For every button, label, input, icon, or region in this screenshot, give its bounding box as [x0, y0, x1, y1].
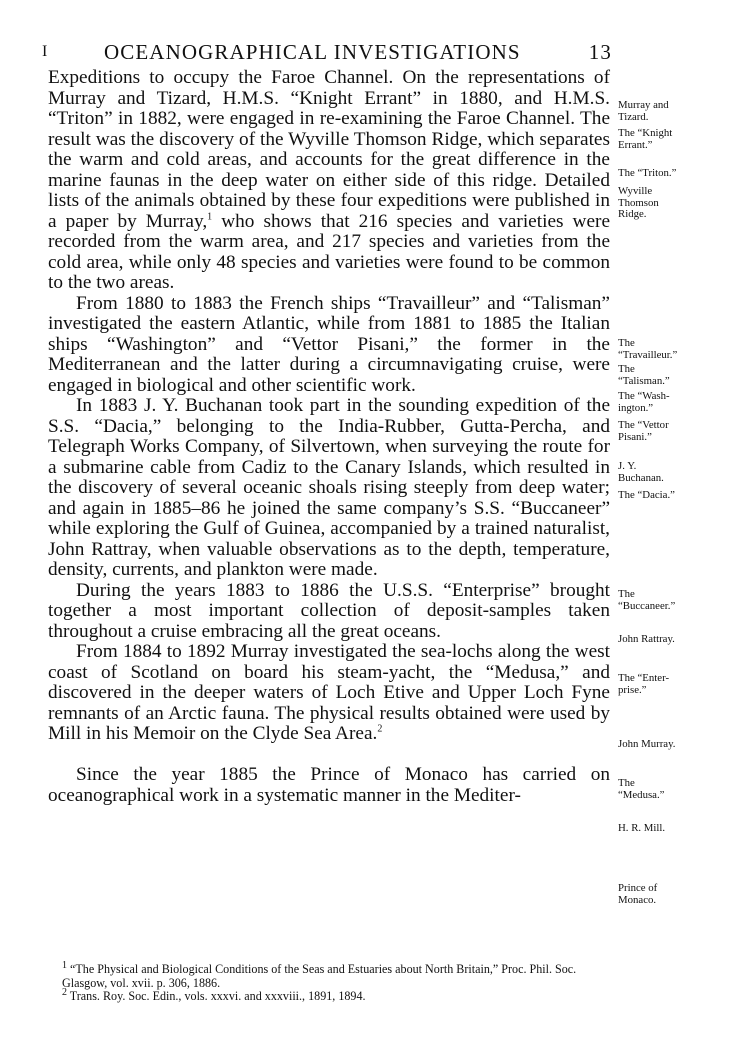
footnote-mark: 2 — [62, 986, 67, 998]
paragraph-text: From 1884 to 1892 Murray investigated the sea-lochs along the west coast of Scotland on board his steam-yacht, the “Medusa,” and discovered in the deeper waters of Loch Etive and Upper Loch Fyne remnants of an Arctic fauna. The physical results obtained were used by Mill in his Memoir on the Clyde Sea Area. — [48, 641, 610, 744]
paragraph — [48, 294, 610, 397]
paragraph — [48, 765, 610, 806]
margin-note: The “Vettor Pisani.” — [618, 419, 669, 443]
margin-note: Prince of Monaco. — [618, 882, 658, 906]
page-number: 13 — [588, 40, 612, 64]
margin-note: John Murray. — [618, 738, 676, 750]
margin-note: The “Wash- ington.” — [618, 390, 670, 414]
margin-note: J. Y. Buchanan. — [618, 460, 664, 484]
paragraph-text: From 1880 to 1883 the French ships “Travailleur” and “Talisman” investigated the eastern Atlantic, while from 1881 to 1885 the Italian ships “Washington” and “Vettor Pisani,” the former in the Mediterranean and the latter during a circumnavigating cruise, were engaged in biological and other scientific work. — [48, 292, 610, 396]
paragraph — [48, 68, 610, 294]
paragraph-text: Expeditions to occupy the Faroe Channel. On the representations of Murray and Tizard, H.M.S. “Knight Errant” in 1880, and H.M.S. “Triton” in 1882, were engaged in re-examining the Faroe Channel. The result was the discovery of the Wyville Thomson Ridge, which separates the warm and cold areas, and accounts for the great difference in the marine faunas in the deep water on either side of this ridge. Detailed lists of the animals obtained by these four expeditions were published in a paper by Murray, — [48, 67, 610, 232]
footnote — [62, 986, 622, 1004]
margin-note: Wyville Thomson Ridge. — [618, 185, 659, 220]
body-text — [48, 68, 610, 806]
margin-note: The “Knight Errant.” — [618, 127, 673, 151]
paragraph-text: In 1883 J. Y. Buchanan took part in the sounding expedition of the S.S. “Dacia,” belonging to the India-Rubber, Gutta-Percha, and Telegraph Works Company, of Silvertown, when surveying the route for a submarine cable from Cadiz to the Canary Islands, which resulted in the discovery of several oceanic shoals rising steeply from deep water; and again in 1885–86 he joined the same company’s S.S. “Buccaneer” while exploring the Gulf of Guinea, accompanied by a trained naturalist, John Rattray, when valuable observations as to the depth, temperature, density, currents, and plankton were made. — [48, 395, 610, 580]
margin-note: The “Triton.” — [618, 167, 677, 179]
margin-note: The “Enter- prise.” — [618, 672, 670, 696]
paragraph-text: who shows that 216 species and varieties were recorded from the warm area, and 217 species and varieties from the cold area, while only 48 species and varieties were found to be common to the two areas. — [48, 210, 611, 293]
chapter-mark: I — [42, 43, 49, 60]
margin-note: Murray and Tizard. — [618, 99, 669, 123]
running-head-title: OCEANOGRAPHICAL INVESTIGATIONS — [104, 40, 521, 64]
running-head — [42, 40, 612, 68]
margin-note: The “Buccaneer.” — [618, 588, 676, 612]
footnote-ref: 2 — [377, 723, 383, 735]
margin-note: The “Talisman.” — [618, 363, 670, 387]
margin-note: The “Travailleur.” — [618, 337, 678, 361]
paragraph — [48, 642, 610, 745]
footnote-text: Trans. Roy. Soc. Edin., vols. xxxvi. and xxxviii., 1891, 1894. — [67, 989, 366, 1003]
footnote — [62, 959, 622, 990]
footnotes — [62, 959, 622, 1004]
paragraph — [48, 581, 610, 643]
footnote-mark: 1 — [62, 959, 67, 971]
paragraph-text: Since the year 1885 the Prince of Monaco has carried on oceanographical work in a systematic manner in the Mediter- — [48, 764, 610, 806]
footnote-text: “The Physical and Biological Conditions of the Seas and Estuaries about North Britain,” Proc. Phil. Soc. Glasgow, vol. xvii. p. 306, 1886. — [62, 962, 577, 990]
paragraph-text: During the years 1883 to 1886 the U.S.S. “Enterprise” brought together a most important collection of deposit-samples taken throughout a cruise embracing all the great oceans. — [48, 579, 610, 642]
footnote-ref: 1 — [207, 211, 213, 223]
margin-note: John Rattray. — [618, 633, 675, 645]
paragraph — [48, 396, 610, 581]
margin-note: The “Medusa.” — [618, 777, 665, 801]
margin-note: H. R. Mill. — [618, 822, 666, 834]
margin-note: The “Dacia.” — [618, 489, 675, 501]
